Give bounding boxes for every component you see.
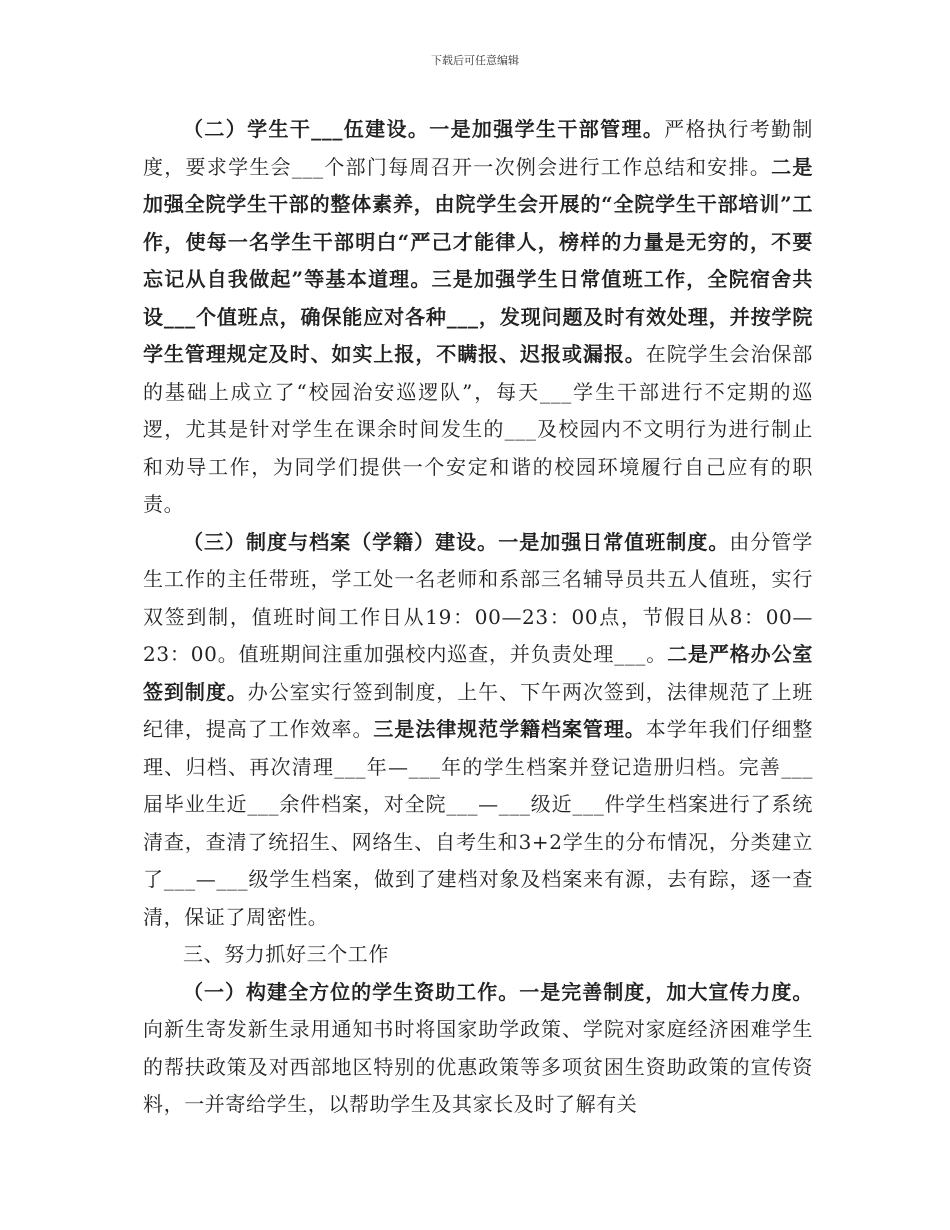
body-text: 本学年我们仔细整理、归档、再次清理___年—___年的学生档案并登记造册归档。完善___届毕业生近___余件档案，对全院___—___级近___件学生档案进行了系统清查，查清了统招生、网络生、自考生和3+2学生的分布情况，分类建立了___—___级学生档案，做到了建档对象及档案来有源，去有踪，逐一查清，保证了周密性。 — [143, 717, 813, 929]
body-text: 在院学生会治保部的基础上成立了“校园治安巡逻队”，每天___学生干部进行不定期的巡逻，尤其是针对学生在课余时间发生的___及校园内不文明行为进行制止和劝导工作，为同学们提供一个安定和谐的校园环境履行自己应有的职责。 — [143, 342, 813, 516]
bold-text: 三是法律规范学籍档案管理。 — [373, 717, 646, 741]
paragraph-system-archives — [143, 524, 813, 937]
bold-text: （三）制度与档案（学籍）建设。一是加强日常值班制度。 — [183, 529, 730, 554]
page-header-note: 下载后可任意编辑 — [431, 54, 519, 67]
bold-text: （二）学生干___伍建设。一是加强学生干部管理。 — [183, 117, 665, 141]
body-text: 向新生寄发新生录用通知书时将国家助学政策、学院对家庭经济困难学生的帮扶政策及对西部地区特别的优惠政策等多项贫困生资助政策的宣传资料，一并寄给学生，以帮助学生及其家长及时了解有关 — [143, 1017, 813, 1116]
document-body — [143, 111, 813, 1124]
paragraph-student-cadre — [143, 111, 813, 524]
bold-text: 二是严格办公室签到制度。 — [143, 642, 814, 704]
body-text: 办公室实行签到制度，上午、下午两次签到，法律规范了上班纪律，提高了工作效率。 — [143, 679, 814, 741]
bold-text: 二是加强全院学生干部的整体素养，由院学生会开展的“全院学生干部培训”工作，使每一名学生干部明白“严己才能律人，榜样的力量是无穷的，不要忘记从自我做起”等基本道理。三是加强学生日常值班工作，全院宿舍共设___个值班点，确保能应对各种___，发现问题及时有效处理，并按学院学生管理规定及时、如实上报，不瞒报、迟报或漏报。 — [143, 154, 813, 366]
section-heading: 三、努力抓好三个工作 — [183, 942, 389, 966]
bold-text: （一）构建全方位的学生资助工作。一是完善制度，加大宣传力度。 — [183, 979, 813, 1004]
paragraph-student-aid — [143, 974, 813, 1124]
body-text: 严格执行考勤制度，要求学生会___个部门每周召开一次例会进行工作总结和安排。 — [143, 117, 814, 179]
body-text: 由分管学生工作的主任带班，学工处一名老师和系部三名辅导员共五人值班，实行双签到制，值班时间工作日从19：00—23：00点，节假日从8：00—23：00。值班期间注重加强校内巡查，并负责处理___。 — [143, 529, 813, 666]
